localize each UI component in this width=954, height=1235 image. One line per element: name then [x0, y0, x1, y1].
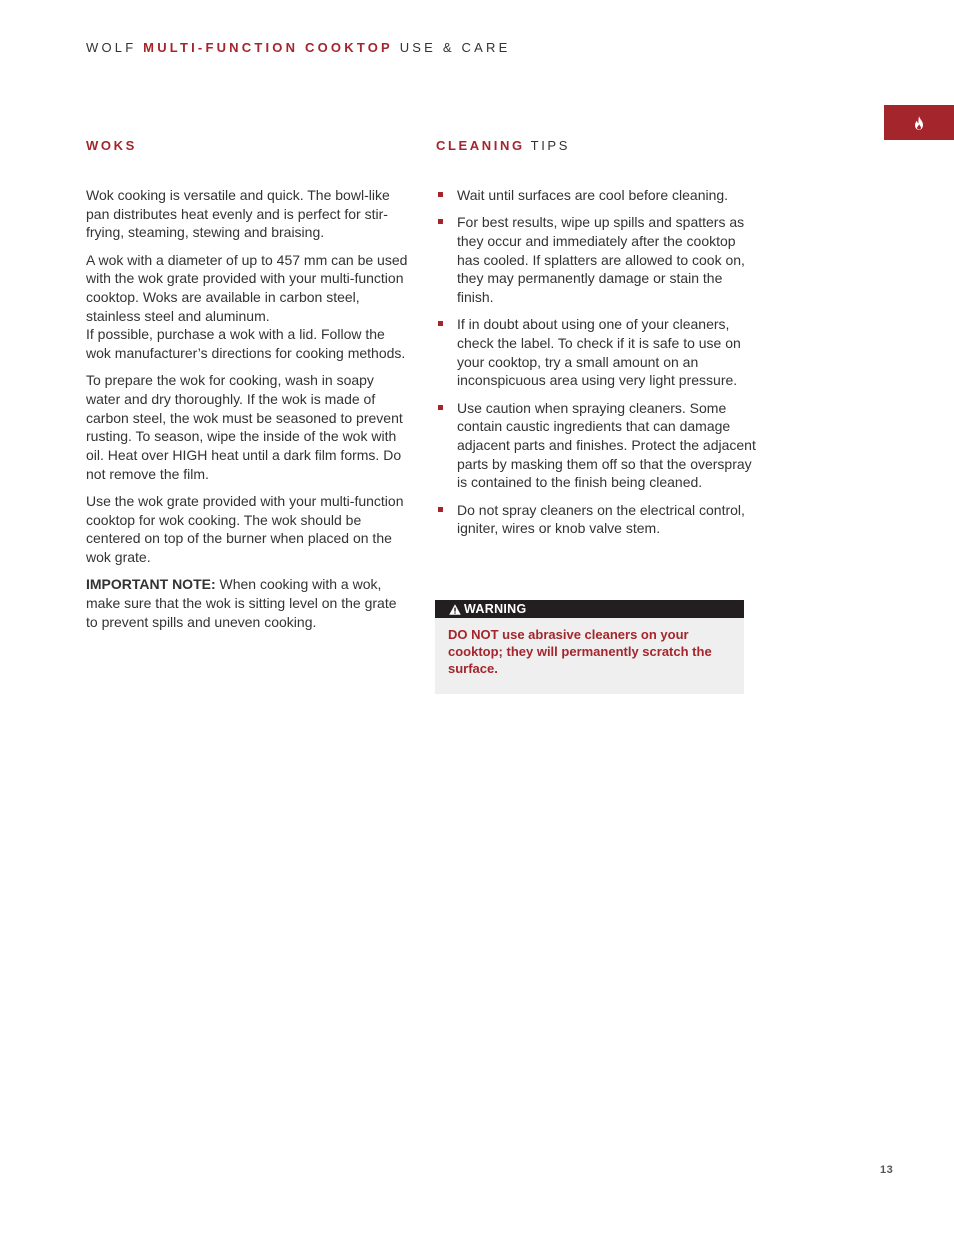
woks-body	[86, 186, 408, 640]
warning-triangle-icon	[449, 604, 461, 615]
header-suffix: USE & CARE	[399, 40, 511, 55]
header-product: MULTI-FUNCTION COOKTOP	[143, 40, 393, 55]
warning-bar	[435, 600, 744, 618]
list-item: Wait until surfaces are cool before cleaning.	[436, 186, 762, 205]
list-item: Do not spray cleaners on the electrical control, igniter, wires or knob valve stem.	[436, 501, 762, 538]
woks-paragraph: If possible, purchase a wok with a lid. Follow the wok manufacturer’s directions for cooking methods.	[86, 326, 406, 362]
header-brand: WOLF	[86, 40, 137, 55]
important-note-label: IMPORTANT NOTE:	[86, 576, 216, 593]
bullet-square-icon	[438, 321, 443, 326]
running-header	[86, 40, 510, 55]
page-number: 13	[880, 1164, 894, 1176]
warning-box	[435, 600, 744, 694]
cleaning-tips-list	[436, 186, 762, 538]
list-item: If in doubt about using one of your cleaners, check the label. To check if it is safe to use on your cooktop, try a small amount on an inconspicuous area using very light pressure.	[436, 315, 762, 390]
woks-paragraph: Use the wok grate provided with your multi-function cooktop for wok cooking. The wok should be centered on top of the burner when placed on the wok grate.	[86, 493, 404, 566]
list-item: Use caution when spraying cleaners. Some contain caustic ingredients that can damage adjacent parts and finishes. Protect the adjacent parts by masking them off so that the overspray is contained to the finish being cleaned.	[436, 399, 762, 493]
list-item: For best results, wipe up spills and spatters as they occur and immediately after the cooktop has cooled. If splatters are allowed to cook on, they may permanently damage or stain the finish.	[436, 213, 762, 307]
warning-label: WARNING	[464, 602, 527, 616]
warning-text: DO NOT use abrasive cleaners on your cooktop; they will permanently scratch the surface.	[448, 627, 712, 676]
important-note-text: When cooking with a wok, make sure that the wok is sitting level on the grate to prevent spills and uneven cooking.	[86, 576, 397, 630]
cleaning-tips-body	[436, 186, 762, 546]
bullet-square-icon	[438, 405, 443, 410]
woks-paragraph: A wok with a diameter of up to 457 mm can be used with the wok grate provided with your multi-function cooktop. Woks are available in carbon steel, stainless steel and aluminum.	[86, 251, 408, 324]
bullet-square-icon	[438, 507, 443, 512]
woks-heading: WOKS	[86, 138, 137, 153]
flame-icon	[913, 116, 925, 130]
cleaning-tips-heading: CLEANING TIPS	[436, 138, 570, 153]
bullet-square-icon	[438, 219, 443, 224]
important-note	[86, 575, 408, 631]
bullet-square-icon	[438, 192, 443, 197]
woks-paragraph: Wok cooking is versatile and quick. The bowl-like pan distributes heat evenly and is perfect for stir-frying, steaming, stewing and braising.	[86, 187, 390, 241]
woks-paragraph: To prepare the wok for cooking, wash in soapy water and dry thoroughly. If the wok is made of carbon steel, the wok must be seasoned to prevent rusting. To season, wipe the inside of the wok with oil. Heat over HIGH heat until a dark film forms. Do not remove the film.	[86, 372, 403, 482]
section-tab	[884, 105, 954, 140]
